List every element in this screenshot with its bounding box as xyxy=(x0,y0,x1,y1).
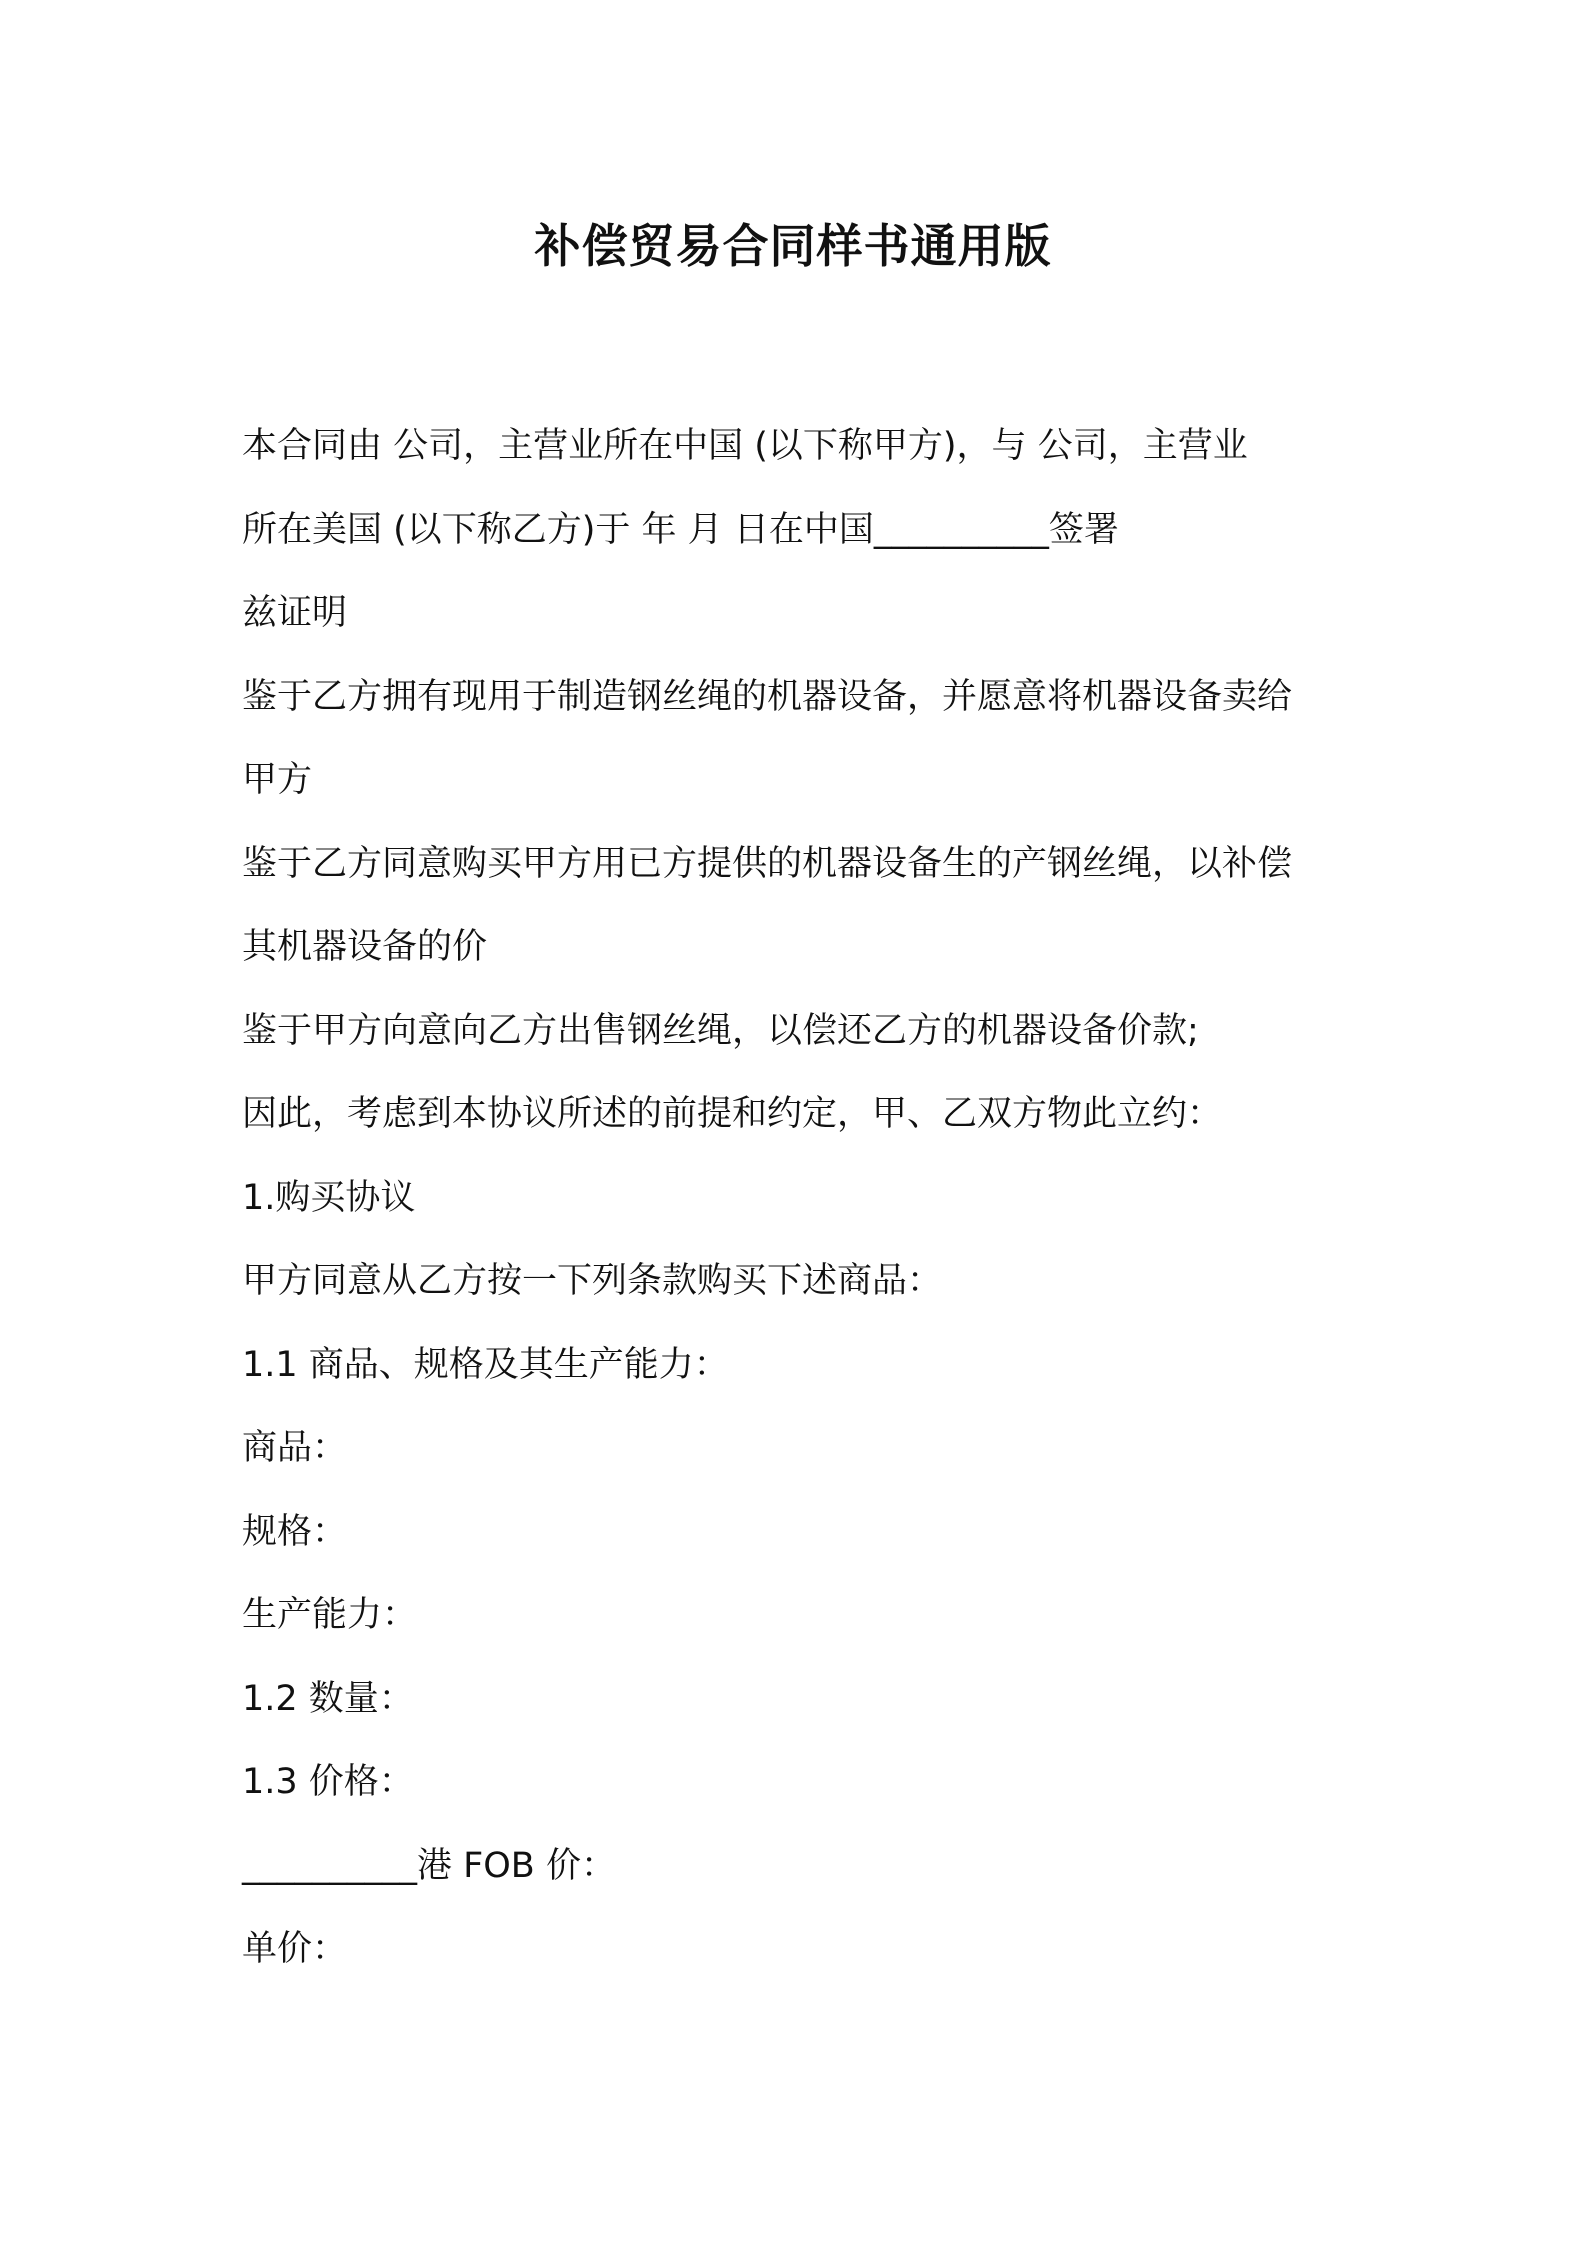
paragraph-line: 本合同由 公司，主营业所在中国 (以下称甲方)，与 公司，主营业 xyxy=(242,426,1248,466)
field-label: 单价： xyxy=(242,1929,348,1969)
document-title: 补偿贸易合同样书通用版 xyxy=(534,219,1052,273)
document-body xyxy=(242,405,1362,1992)
field-label: __________港 FOB 价： xyxy=(242,1845,616,1886)
paragraph-line: 鉴于乙方同意购买甲方用已方提供的机器设备生的产钢丝绳，以补偿 xyxy=(242,843,1293,884)
field-label: 规格： xyxy=(242,1511,348,1552)
paragraph-line: 所在美国 (以下称乙方)于 年 月 日在中国__________签署 xyxy=(242,509,1119,550)
paragraph-line: 鉴于乙方拥有现用于制造钢丝绳的机器设备，并愿意将机器设备卖给 xyxy=(242,676,1293,717)
field-label: 商品： xyxy=(242,1428,348,1468)
field-label: 生产能力： xyxy=(242,1595,418,1635)
paragraph-line: 鉴于甲方向意向乙方出售钢丝绳，以偿还乙方的机器设备价款; xyxy=(242,1010,1199,1051)
subsection-heading: 1.3 价格： xyxy=(242,1762,414,1802)
paragraph-line: 甲方同意从乙方按一下列条款购买下述商品： xyxy=(242,1261,943,1301)
paragraph-line: 因此，考虑到本协议所述的前提和约定，甲、乙双方物此立约： xyxy=(242,1094,1223,1134)
subsection-heading: 1.2 数量： xyxy=(242,1678,414,1719)
paragraph-line: 甲方 xyxy=(242,760,313,800)
subsection-heading: 1.1 商品、规格及其生产能力： xyxy=(242,1344,729,1385)
paragraph-line: 其机器设备的价 xyxy=(242,927,488,967)
section-heading: 1.购买协议 xyxy=(242,1177,416,1218)
paragraph-line: 兹证明 xyxy=(242,593,348,633)
